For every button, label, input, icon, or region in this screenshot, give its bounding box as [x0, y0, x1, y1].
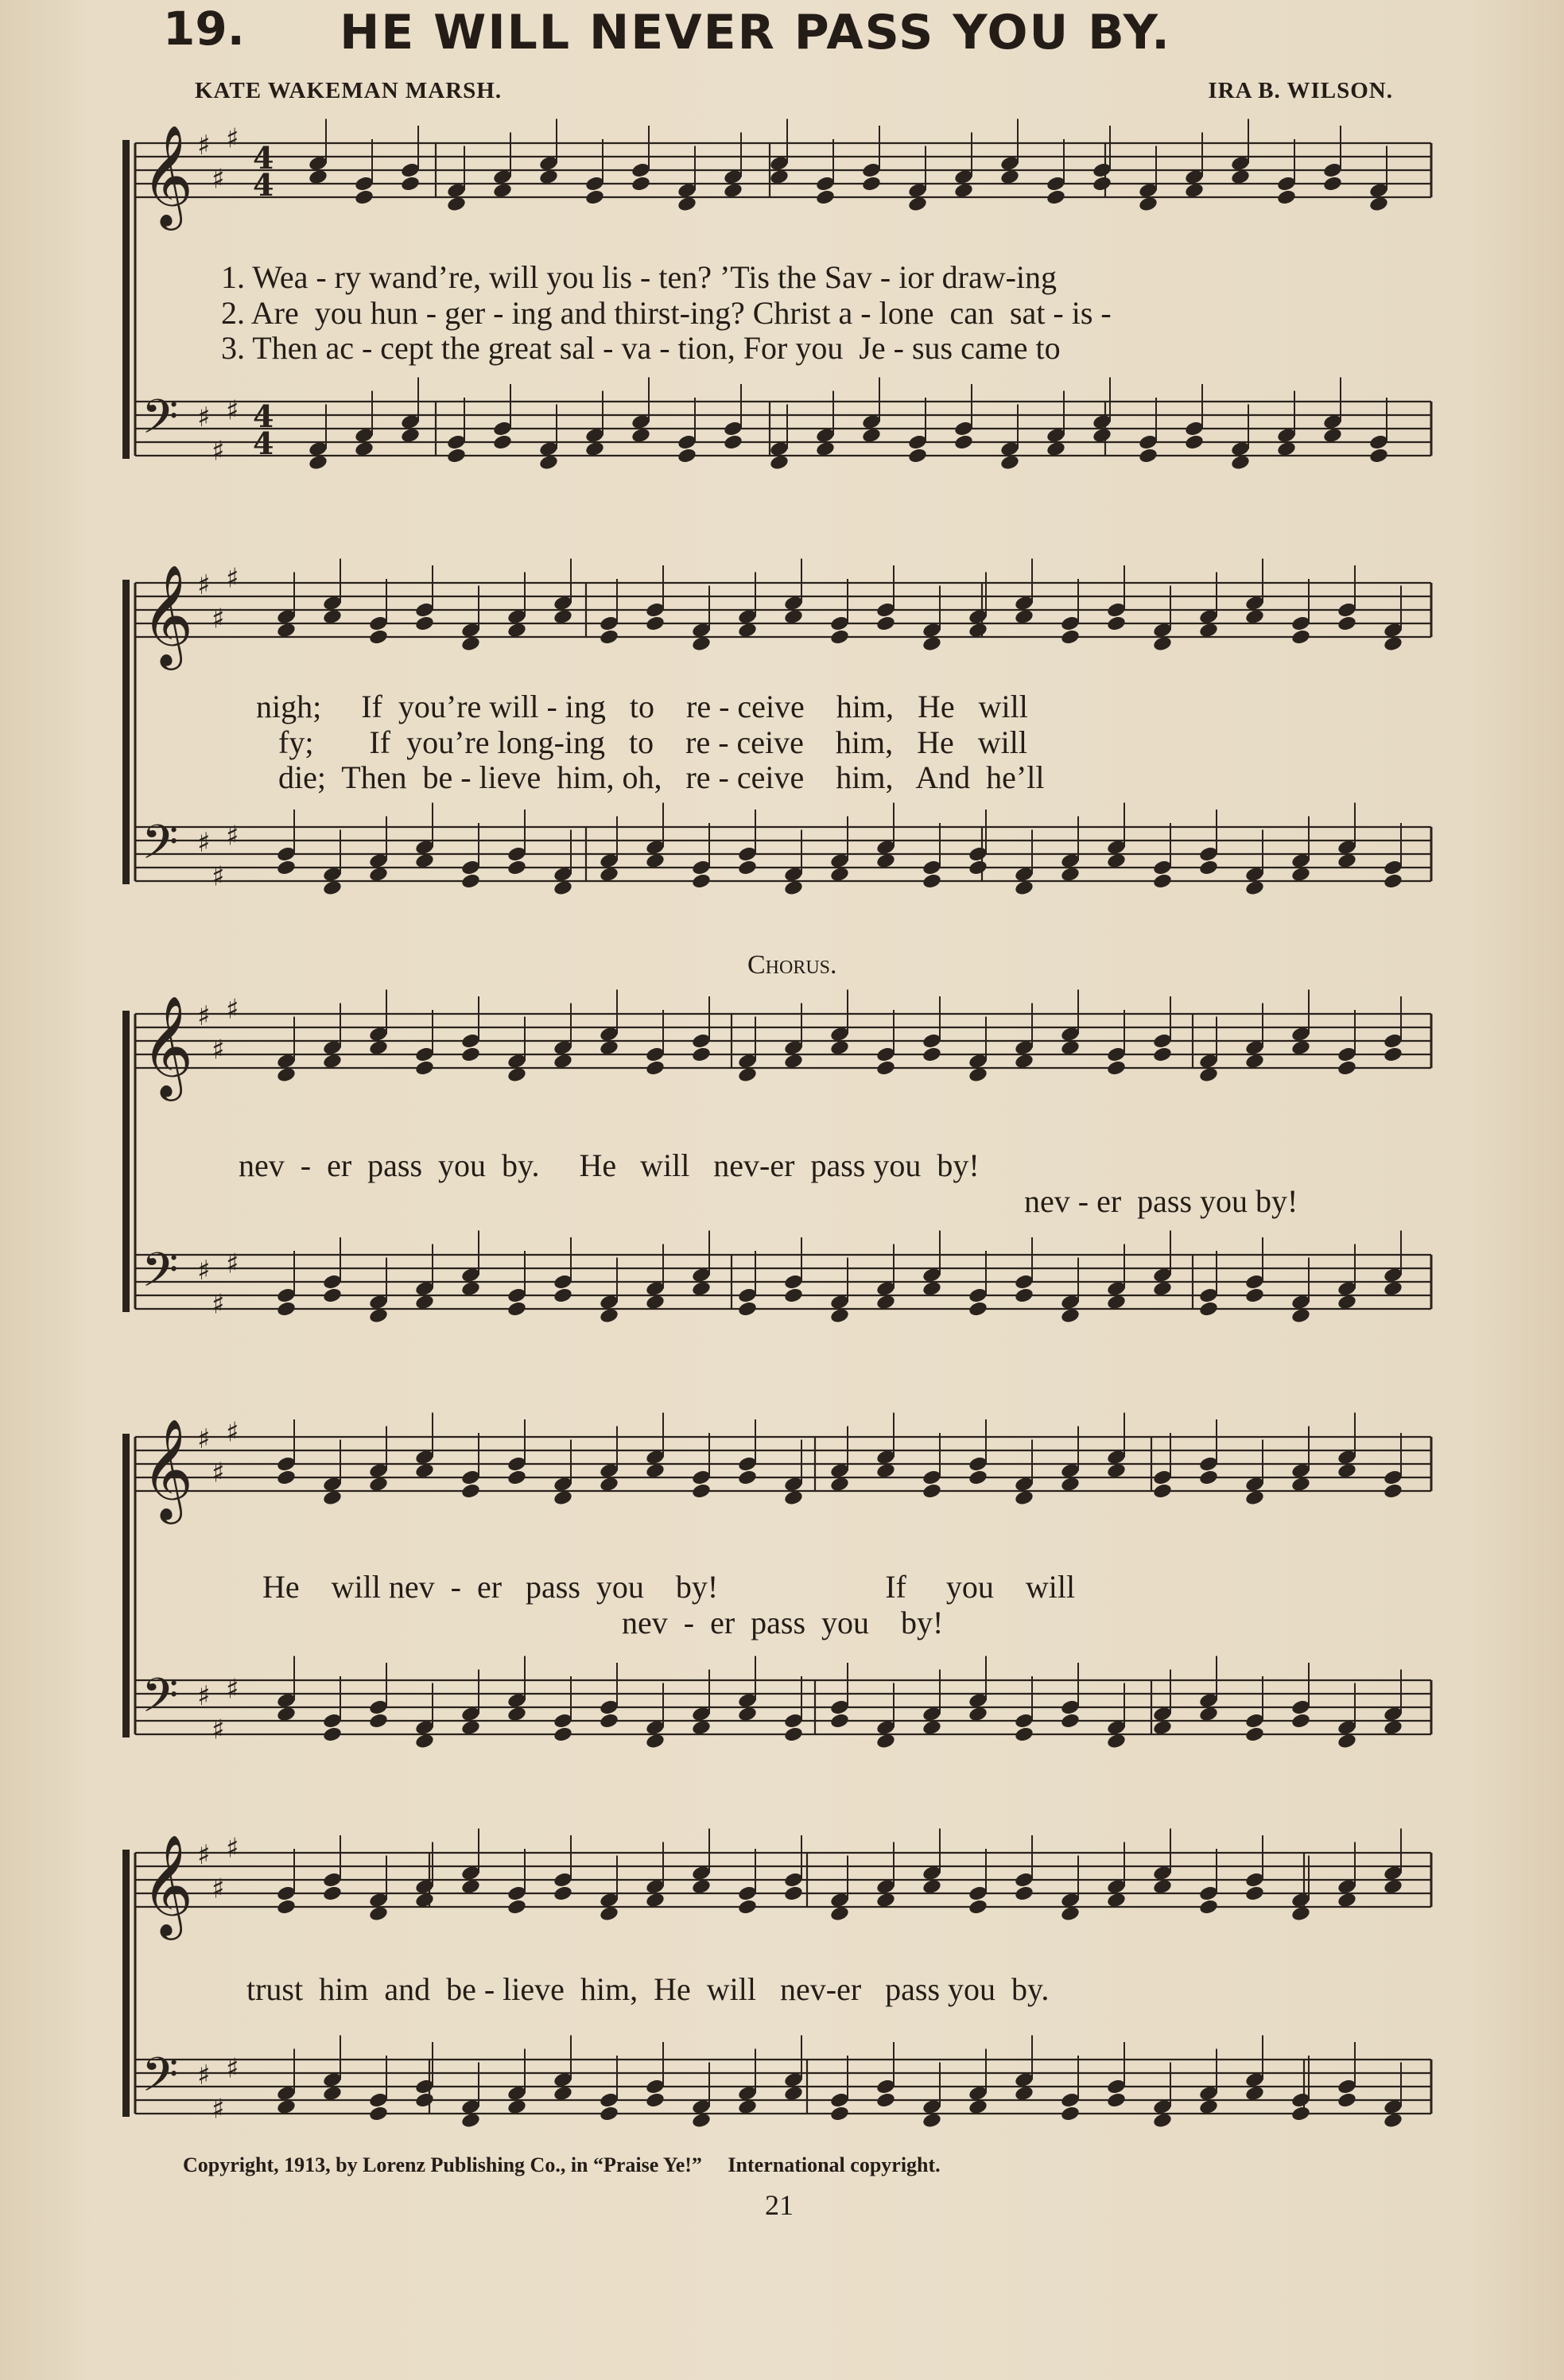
note-head [783, 1287, 804, 1304]
note-head [737, 859, 758, 876]
note-head [584, 188, 605, 206]
lyric-line-verse-2: fy; If you’re long-ing to re - ceive him, He will [278, 724, 1027, 760]
note-head [354, 188, 375, 206]
note-head [968, 1300, 988, 1318]
note-head [875, 1059, 896, 1077]
sharp-icon: ♯ [226, 1832, 239, 1865]
note-head [1138, 447, 1158, 464]
bass-clef: 𝄢 [142, 389, 179, 456]
time-signature: 4 [253, 425, 274, 461]
note-head [276, 859, 297, 876]
lyric-line-verse-1: nigh; If you’re will - ing to re - ceive him, He will [256, 689, 1028, 724]
note-head [553, 1287, 573, 1304]
note-head [460, 1046, 481, 1063]
note-head [723, 433, 743, 451]
treble-clef: 𝄞 [142, 995, 194, 1097]
note-head [368, 628, 389, 646]
note-head [1106, 615, 1127, 632]
time-signature: 4 [253, 140, 274, 176]
note-head [691, 1046, 712, 1063]
note-head [1337, 1059, 1357, 1077]
note-head [815, 188, 836, 206]
note-head [1383, 1046, 1403, 1063]
note-head [1337, 615, 1357, 632]
sharp-icon: ♯ [197, 1680, 211, 1712]
sharp-icon: ♯ [212, 2093, 225, 2126]
note-head [1184, 433, 1205, 451]
treble-clef: 𝄞 [142, 564, 194, 666]
note-head [737, 1898, 758, 1916]
lyric-line-chorus: nev - er pass you by. He will nev-er pass you by! [239, 1147, 980, 1183]
sharp-icon: ♯ [197, 130, 211, 161]
note-head [1198, 859, 1219, 876]
note-head [875, 2091, 896, 2109]
system-brace [122, 1850, 130, 2117]
note-head [829, 1712, 850, 1730]
treble-clef: 𝄞 [142, 1418, 194, 1520]
note-head [968, 859, 988, 876]
note-head [1368, 447, 1389, 464]
note-head [968, 1469, 988, 1486]
note-head [1198, 1469, 1219, 1486]
note-head [1046, 188, 1066, 206]
note-head [1014, 1287, 1034, 1304]
note-head [645, 615, 666, 632]
note-head [783, 1885, 804, 1902]
lyricist-credit: KATE WAKEMAN MARSH. [195, 78, 503, 103]
note-head [1152, 1046, 1173, 1063]
note-head [1290, 628, 1311, 646]
system-brace [122, 1434, 130, 1737]
note-head [368, 2105, 389, 2122]
note-head [737, 1469, 758, 1486]
note-head [1322, 175, 1343, 192]
note-head [506, 1898, 527, 1916]
bass-clef: 𝄢 [142, 2047, 179, 2114]
sharp-icon: ♯ [226, 1248, 239, 1280]
note-head [1060, 628, 1081, 646]
note-head [599, 1712, 619, 1730]
lyric-line-chorus-echo: nev - er pass you by! [1024, 1183, 1298, 1219]
sharp-icon: ♯ [197, 569, 211, 601]
note-head [276, 1898, 297, 1916]
sharp-icon: ♯ [226, 394, 239, 427]
sharp-icon: ♯ [197, 1000, 211, 1032]
sharp-icon: ♯ [212, 435, 225, 468]
note-head [691, 872, 712, 890]
note-head [553, 1726, 573, 1743]
sharp-icon: ♯ [212, 1288, 225, 1321]
note-head [446, 447, 467, 464]
note-head [492, 433, 513, 451]
sharp-icon: ♯ [212, 1034, 225, 1066]
note-head [1244, 1287, 1265, 1304]
note-head [1290, 1712, 1311, 1730]
sharp-icon: ♯ [212, 603, 225, 635]
sharp-icon: ♯ [226, 122, 239, 155]
note-head [276, 1300, 297, 1318]
bass-clef: 𝄢 [142, 1242, 179, 1309]
note-head [1198, 1898, 1219, 1916]
treble-clef: 𝄞 [142, 1834, 194, 1935]
note-head [922, 1046, 942, 1063]
sharp-icon: ♯ [197, 2060, 211, 2091]
note-head [691, 1482, 712, 1500]
sharp-icon: ♯ [197, 1423, 211, 1455]
note-head [829, 2105, 850, 2122]
note-head [1152, 1482, 1173, 1500]
note-head [1152, 872, 1173, 890]
note-head [829, 628, 850, 646]
note-head [1014, 1885, 1034, 1902]
note-head [1276, 188, 1297, 206]
copyright-notice: Copyright, 1913, by Lorenz Publishing Co., in “Praise Ye!” International copyright. [183, 2153, 941, 2176]
bass-clef: 𝄢 [142, 1668, 179, 1734]
note-head [599, 628, 619, 646]
note-head [506, 1300, 527, 1318]
sharp-icon: ♯ [226, 820, 239, 852]
note-head [414, 615, 435, 632]
lyric-line-chorus: trust him and be - lieve him, He will nev-er pass you by. [246, 1971, 1050, 2007]
note-head [414, 1059, 435, 1077]
lyric-line-verse-1: 1. Wea - ry wand’re, will you lis - ten? ’Tis the Sav - ior draw-ing [221, 259, 1058, 295]
note-head [631, 175, 651, 192]
note-head [1060, 1712, 1081, 1730]
sharp-icon: ♯ [197, 402, 211, 433]
hymn-number: 19. [163, 2, 245, 56]
note-head [953, 433, 974, 451]
sharp-icon: ♯ [212, 1457, 225, 1489]
time-signature: 4 [253, 398, 274, 434]
system-brace [122, 1011, 130, 1312]
chorus-label: Chorus. [747, 950, 837, 980]
note-head [861, 175, 882, 192]
sharp-icon: ♯ [212, 1714, 225, 1746]
note-head [1106, 1059, 1127, 1077]
note-head [460, 1482, 481, 1500]
lyric-line-chorus-echo: nev - er pass you by! [622, 1605, 944, 1640]
lyric-line-chorus: He will nev - er pass you by! If you will [262, 1569, 1076, 1605]
note-head [460, 872, 481, 890]
sharp-icon: ♯ [226, 993, 239, 1026]
note-head [506, 859, 527, 876]
note-head [645, 1059, 666, 1077]
hymn-title: HE WILL NEVER PASS YOU BY. [340, 5, 1171, 60]
note-head [968, 1898, 988, 1916]
note-head [677, 447, 697, 464]
note-head [783, 1726, 804, 1743]
lyric-line-verse-3: die; Then be - lieve him, oh, re - ceive him, And he’ll [278, 759, 1045, 795]
note-head [322, 1287, 343, 1304]
note-head [1383, 1482, 1403, 1500]
sharp-icon: ♯ [197, 1839, 211, 1871]
note-head [1060, 2105, 1081, 2122]
note-head [414, 2091, 435, 2109]
sharp-icon: ♯ [226, 1673, 239, 1706]
note-head [506, 1469, 527, 1486]
sharp-icon: ♯ [226, 1416, 239, 1449]
composer-credit: IRA B. WILSON. [1208, 78, 1393, 103]
note-head [400, 175, 421, 192]
sharp-icon: ♯ [226, 2052, 239, 2085]
sharp-icon: ♯ [226, 562, 239, 595]
time-signature: 4 [253, 167, 274, 203]
sharp-icon: ♯ [212, 1873, 225, 1905]
note-head [1244, 1726, 1265, 1743]
page-number: 21 [765, 2189, 794, 2221]
note-head [276, 1469, 297, 1486]
system-brace [122, 580, 130, 884]
note-head [907, 447, 928, 464]
note-head [1106, 2091, 1127, 2109]
note-head [875, 615, 896, 632]
sharp-icon: ♯ [197, 827, 211, 859]
note-head [922, 1482, 942, 1500]
note-head [322, 1885, 343, 1902]
sharp-icon: ♯ [197, 1255, 211, 1287]
note-head [1198, 1300, 1219, 1318]
note-head [1383, 872, 1403, 890]
note-head [922, 872, 942, 890]
system-brace [122, 140, 130, 459]
note-head [1244, 1885, 1265, 1902]
lyric-line-verse-3: 3. Then ac - cept the great sal - va - tion, For you Je - sus came to [221, 330, 1061, 366]
note-head [1337, 2091, 1357, 2109]
note-head [645, 2091, 666, 2109]
note-head [1290, 2105, 1311, 2122]
treble-clef: 𝄞 [142, 124, 194, 226]
bass-clef: 𝄢 [142, 814, 179, 881]
sharp-icon: ♯ [212, 163, 225, 196]
note-head [1014, 1726, 1034, 1743]
sharp-icon: ♯ [212, 860, 225, 893]
note-head [553, 1885, 573, 1902]
note-head [1092, 175, 1112, 192]
note-head [737, 1300, 758, 1318]
lyric-line-verse-2: 2. Are you hun - ger - ing and thirst-ing? Christ a - lone can sat - is - [221, 295, 1112, 331]
note-head [599, 2105, 619, 2122]
note-head [368, 1712, 389, 1730]
note-head [322, 1726, 343, 1743]
